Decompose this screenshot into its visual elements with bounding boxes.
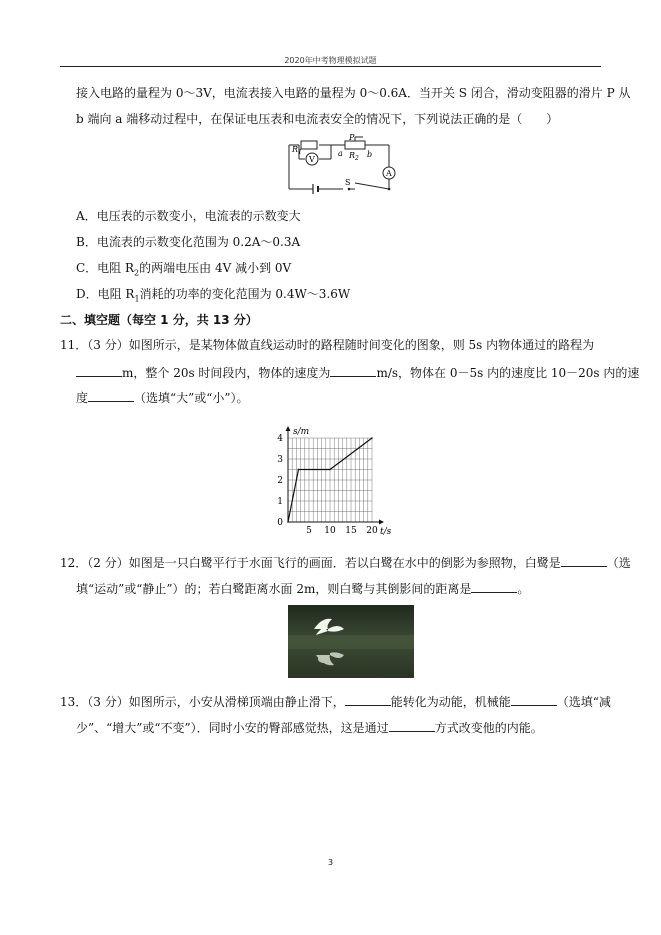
q11-blank-2[interactable] <box>330 364 376 377</box>
q12-text-post2: 。 <box>517 582 530 596</box>
x-tick-label: 20 <box>366 526 378 536</box>
q13-text-mid1: 能转化为动能，机械能 <box>390 695 511 709</box>
s-t-chart <box>268 420 398 540</box>
q11-blank-1[interactable] <box>76 364 122 377</box>
q13-text-post1: （选填“减 <box>556 695 611 709</box>
header-rule <box>60 66 601 67</box>
q10-option-c-post: 的两端电压由 4V 减小到 0V <box>139 261 292 275</box>
q10-option-d-sub: 1 <box>134 294 140 304</box>
q13-text-pre1: 13．（3 分）如图所示，小安从滑梯顶端由静止滑下， <box>60 695 345 709</box>
y-tick-label: 4 <box>277 434 283 444</box>
label-p: P <box>349 133 355 142</box>
q11-text-unit2: m/s，物体在 0－5s 内的速度比 10－20s 内的速 <box>376 366 640 380</box>
origin-label: 0 <box>277 518 283 528</box>
data-point <box>371 437 373 439</box>
switch-blade <box>355 183 389 189</box>
q12-text-post1: （选 <box>606 556 631 570</box>
q13-line1 <box>60 693 611 710</box>
svg-text:R1 <box>291 145 302 156</box>
q11-blank-3[interactable] <box>88 389 134 402</box>
data-point <box>298 469 300 471</box>
q11-text-unit1: m，整个 20s 时间段内，物体的速度为 <box>122 366 331 380</box>
q13-blank-1[interactable] <box>345 693 391 706</box>
y-tick-label: 2 <box>277 476 283 486</box>
q11-line3 <box>76 389 249 406</box>
q13-text-post2: 方式改变他的内能。 <box>434 721 543 735</box>
page-number: 3 <box>327 858 334 867</box>
label-r2: R <box>349 151 356 160</box>
q10-option-c-sub: 2 <box>134 268 140 278</box>
q11-text-pre3: 度 <box>76 391 89 405</box>
q13-blank-2[interactable] <box>511 693 557 706</box>
q13-line2 <box>76 719 543 736</box>
y-tick-label: 1 <box>277 497 283 507</box>
data-point <box>329 469 331 471</box>
x-tick-label: 5 <box>306 526 312 536</box>
y-tick-label: 3 <box>277 455 283 465</box>
q10-stem-line1: 接入电路的量程为 0～3V，电流表接入电路的量程为 0～0.6A．当开关 S 闭合，滑动变阻器的滑片 P 从 <box>76 86 631 100</box>
label-voltmeter: V <box>309 155 315 164</box>
q10-option-d-post: 消耗的功率的变化范围为 0.4W～3.6W <box>139 287 351 301</box>
q11-text-post3: （选填“大”或“小”）。 <box>134 391 249 405</box>
data-point <box>287 521 289 523</box>
circuit-diagram <box>285 133 397 197</box>
y-axis-arrow <box>286 426 291 431</box>
x-tick-label: 10 <box>324 526 336 536</box>
page-header: 2020年中考物理模拟试题 <box>284 56 377 65</box>
q10-option-d-pre: D．电阻 R <box>76 287 135 301</box>
q11-line2 <box>76 364 639 381</box>
q10-option-b: B．电流表的示数变化范围为 0.2A～0.3A <box>76 235 301 249</box>
label-ammeter: A <box>386 169 392 178</box>
svg-text:R2 <box>348 151 359 162</box>
label-switch: S <box>345 178 351 187</box>
label-r1-sub: 1 <box>298 149 302 156</box>
y-axis-label: s/m <box>293 427 310 437</box>
q12-blank-1[interactable] <box>561 554 607 567</box>
label-b-end: b <box>367 150 373 159</box>
q10-option-c-pre: C．电阻 R <box>76 261 135 275</box>
section-title-fill-in: 二、填空题（每空 1 分，共 13 分） <box>60 313 258 327</box>
q11-line1: 11．（3 分）如图所示，是某物体做直线运动时的路程随时间变化的图象，则 5s 内物体通过的路程为 <box>60 338 595 352</box>
q13-blank-3[interactable] <box>389 719 435 732</box>
x-axis-label: t/s <box>380 527 392 537</box>
rheostat-r2 <box>345 141 365 149</box>
q12-blank-2[interactable] <box>471 580 517 593</box>
q10-option-d <box>76 286 350 307</box>
x-tick-label: 15 <box>345 526 357 536</box>
water-band <box>288 635 414 649</box>
q12-text-pre2: 填“运动”或“静止”）的；若白鹭距离水面 2m，则白鹭与其倒影间的距离是 <box>76 582 472 596</box>
egret-photo <box>288 605 414 678</box>
label-r1: R <box>292 145 299 154</box>
label-r2-sub: 2 <box>355 155 359 162</box>
x-axis-arrow <box>379 520 384 525</box>
label-a-end: a <box>338 149 343 158</box>
resistor-r1 <box>301 141 317 149</box>
q12-line2 <box>76 580 529 597</box>
q12-text-pre1: 12．（2 分）如图是一只白鹭平行于水面飞行的画面．若以白鹭在水中的倒影为参照物，白鹭是 <box>60 556 561 570</box>
q10-option-a: A．电压表的示数变小，电流表的示数变大 <box>76 209 301 223</box>
q10-stem-line2: b 端向 a 端移动过程中，在保证电压表和电流表安全的情况下，下列说法正确的是（ ） <box>76 112 559 126</box>
q10-option-c <box>76 260 291 281</box>
q12-line1 <box>60 554 631 571</box>
q13-text-pre2: 少”、“增大”或“不变”）．同时小安的臀部感觉热，这是通过 <box>76 721 389 735</box>
